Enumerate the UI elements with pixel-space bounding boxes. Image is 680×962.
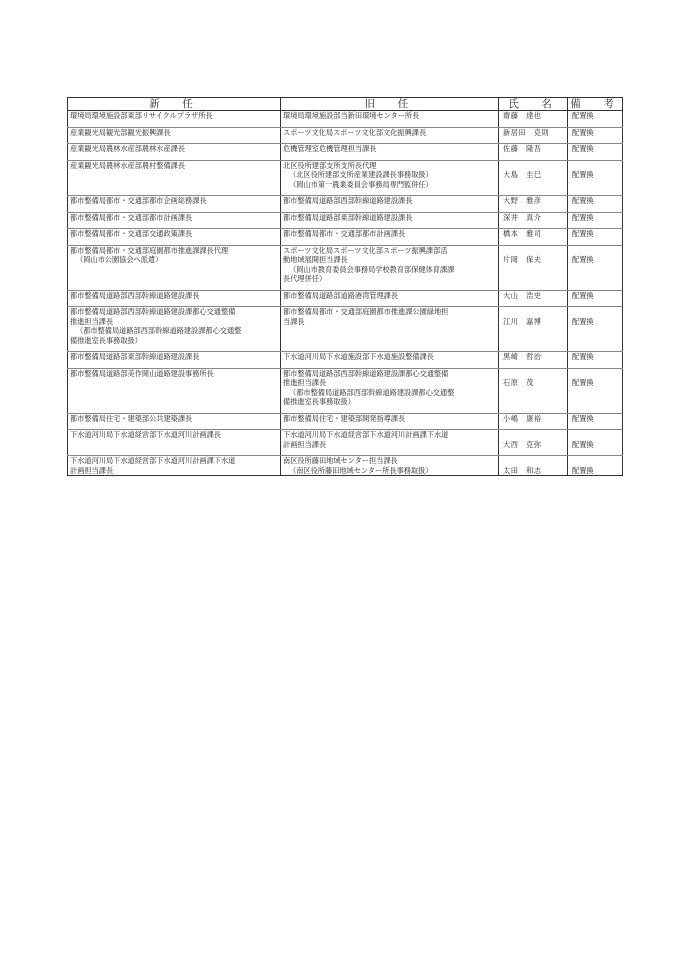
old-post-cell: 推進担当課長 [281,378,499,388]
name-cell [499,180,568,190]
remark-cell: 配置換 [568,144,623,154]
old-post-cell: 北区役所建部支所支所長代理 [281,160,499,170]
name-cell: 片岡 保夫 [499,255,568,265]
remark-cell: 配置換 [568,466,623,476]
table-row [68,196,623,206]
table-row [68,144,623,154]
name-cell: 橋本 雅司 [499,229,568,239]
table-row [68,336,623,346]
name-cell: 石原 茂 [499,378,568,388]
old-post-cell: 都市整備局都市・交通部庭園都市推進課公園緑地担 [281,307,499,317]
old-post-cell: 動地域展開担当課長 [281,255,499,265]
table-row [68,255,623,265]
remark-cell [568,180,623,190]
old-post-cell: 南区役所藤田地域センター担当課長 [281,456,499,466]
table-row [68,378,623,388]
table-row [68,111,623,121]
remark-cell: 配置換 [568,196,623,206]
table-row [68,265,623,275]
name-cell: 新居田 克則 [499,127,568,137]
old-post-cell: 長代理併任） [281,274,499,284]
old-post-cell: スポーツ文化局スポーツ文化部文化振興課長 [281,127,499,137]
name-cell [499,388,568,398]
name-cell [499,430,568,440]
name-cell: 佐藤 隆吾 [499,144,568,154]
table-row [68,413,623,423]
table-row [68,160,623,170]
remark-cell: 配置換 [568,111,623,121]
table-row [68,170,623,180]
header-old-post: 旧 任 [281,98,499,111]
remark-cell [568,245,623,255]
old-post-cell [281,326,499,336]
table-row [68,440,623,450]
new-post-cell: 都市整備局道路部美作岡山道路建設事務所長 [68,368,281,378]
name-cell [499,397,568,407]
name-cell: 大山 浩史 [499,290,568,300]
old-post-cell: 都市整備局道路部東部幹線道路建設課長 [281,212,499,222]
remark-cell: 配置換 [568,290,623,300]
new-post-cell: （都市整備局道路部西部幹線道路建設課都心交通整 [68,326,281,336]
table-row [68,326,623,336]
new-post-cell [68,378,281,388]
remark-cell [568,456,623,466]
old-post-cell: 都市整備局住宅・建築部開発指導課長 [281,413,499,423]
remark-cell: 配置換 [568,229,623,239]
name-cell [499,456,568,466]
table-row [68,352,623,362]
new-post-cell: 環境局環境施設部東部リサイクルプラザ所長 [68,111,281,121]
old-post-cell: 都市整備局道路部西部幹線道路建設課都心交通整備 [281,368,499,378]
name-cell [499,326,568,336]
table-row [68,229,623,239]
old-post-cell: 都市整備局都市・交通部都市計画課長 [281,229,499,239]
new-post-cell [68,180,281,190]
remark-cell: 配置換 [568,440,623,450]
new-post-cell: 下水道河川局下水道経営部下水道河川計画課下水道 [68,456,281,466]
new-post-cell: 産業観光局観光部観光振興課長 [68,127,281,137]
remark-cell [568,160,623,170]
new-post-cell: 都市整備局都市・交通部都市計画課長 [68,212,281,222]
table-body [68,111,623,476]
name-cell: 大野 雅彦 [499,196,568,206]
name-cell: 大西 克弥 [499,440,568,450]
new-post-cell [68,388,281,398]
header-name: 氏 名 [499,98,568,111]
table-row [68,307,623,317]
name-cell: 江川 嘉博 [499,317,568,327]
table-row [68,127,623,137]
old-post-cell: 下水道河川局下水道経営部下水道河川計画課下水道 [281,430,499,440]
name-cell [499,307,568,317]
table-row [68,317,623,327]
table-row [68,456,623,466]
remark-cell [568,368,623,378]
remark-cell [568,274,623,284]
new-post-cell: 下水道河川局下水道経営部下水道河川計画課長 [68,430,281,440]
remark-cell: 配置換 [568,127,623,137]
new-post-cell [68,265,281,275]
remark-cell [568,307,623,317]
remark-cell: 配置換 [568,352,623,362]
new-post-cell [68,397,281,407]
old-post-cell [281,336,499,346]
personnel-table [67,97,623,476]
old-post-cell: （都市整備局道路部西部幹線道路建設課都心交通整 [281,388,499,398]
remark-cell [568,265,623,275]
table-row [68,180,623,190]
new-post-cell: （岡山市公園協会へ派遣） [68,255,281,265]
new-post-cell: 備推進室長事務取扱） [68,336,281,346]
remark-cell [568,430,623,440]
old-post-cell: （岡山市第一農業委員会事務局専門監併任） [281,180,499,190]
new-post-cell: 都市整備局都市・交通部交通政策課長 [68,229,281,239]
name-cell [499,160,568,170]
name-cell [499,274,568,284]
new-post-cell: 都市整備局都市・交通部都市企画総務課長 [68,196,281,206]
old-post-cell: 下水道河川局下水道施設部下水道施設整備課長 [281,352,499,362]
new-post-cell: 産業観光局農林水産部農林水産課長 [68,144,281,154]
old-post-cell: 当課長 [281,317,499,327]
new-post-cell: 計画担当課長 [68,466,281,476]
remark-cell [568,336,623,346]
new-post-cell: 産業観光局農林水産部農村整備課長 [68,160,281,170]
name-cell: 深井 真介 [499,212,568,222]
remark-cell [568,388,623,398]
table-row [68,245,623,255]
name-cell [499,265,568,275]
new-post-cell: 都市整備局道路部西部幹線道路建設課長 [68,290,281,300]
new-post-cell: 都市整備局都市・交通部庭園都市推進課課長代理 [68,245,281,255]
name-cell: 小嶋 康裕 [499,413,568,423]
remark-cell [568,326,623,336]
old-post-cell: 都市整備局道路部西部幹線道路建設課長 [281,196,499,206]
table-row [68,430,623,440]
name-cell: 太田 和志 [499,466,568,476]
header-remark: 備 考 [568,98,623,111]
old-post-cell: 危機管理室危機管理担当課長 [281,144,499,154]
table-row [68,397,623,407]
remark-cell: 配置換 [568,255,623,265]
table-header-row [68,98,623,111]
name-cell [499,336,568,346]
remark-cell: 配置換 [568,317,623,327]
new-post-cell [68,170,281,180]
name-cell [499,368,568,378]
remark-cell [568,397,623,407]
new-post-cell [68,274,281,284]
remark-cell: 配置換 [568,170,623,180]
table-row [68,212,623,222]
remark-cell: 配置換 [568,212,623,222]
new-post-cell: 都市整備局道路部西部幹線道路建設課都心交通整備 [68,307,281,317]
table-row [68,290,623,300]
old-post-cell: スポーツ文化局スポーツ文化部スポーツ振興課部活 [281,245,499,255]
table-row [68,388,623,398]
remark-cell: 配置換 [568,378,623,388]
name-cell: 黒崎 哲治 [499,352,568,362]
old-post-cell: 計画担当課長 [281,440,499,450]
new-post-cell: 都市整備局住宅・建築部公共建築課長 [68,413,281,423]
new-post-cell [68,440,281,450]
table-row [68,274,623,284]
table-row [68,368,623,378]
name-cell [499,245,568,255]
table-row [68,466,623,476]
personnel-table-sheet [67,97,622,476]
name-cell: 齋藤 達也 [499,111,568,121]
old-post-cell: 環境局環境施設部当新田環境センター所長 [281,111,499,121]
new-post-cell: 都市整備局道路部東部幹線道路建設課長 [68,352,281,362]
old-post-cell: （岡山市教育委員会事務局学校教育部保健体育課課 [281,265,499,275]
old-post-cell: 備推進室長事務取扱） [281,397,499,407]
header-new-post: 新 任 [68,98,281,111]
old-post-cell: （北区役所建部支所産業建設課長事務取扱） [281,170,499,180]
old-post-cell: 都市整備局道路部道路港湾管理課長 [281,290,499,300]
name-cell: 大島 圭巳 [499,170,568,180]
remark-cell: 配置換 [568,413,623,423]
new-post-cell: 推進担当課長 [68,317,281,327]
old-post-cell: （南区役所藤田地域センター所長事務取扱） [281,466,499,476]
